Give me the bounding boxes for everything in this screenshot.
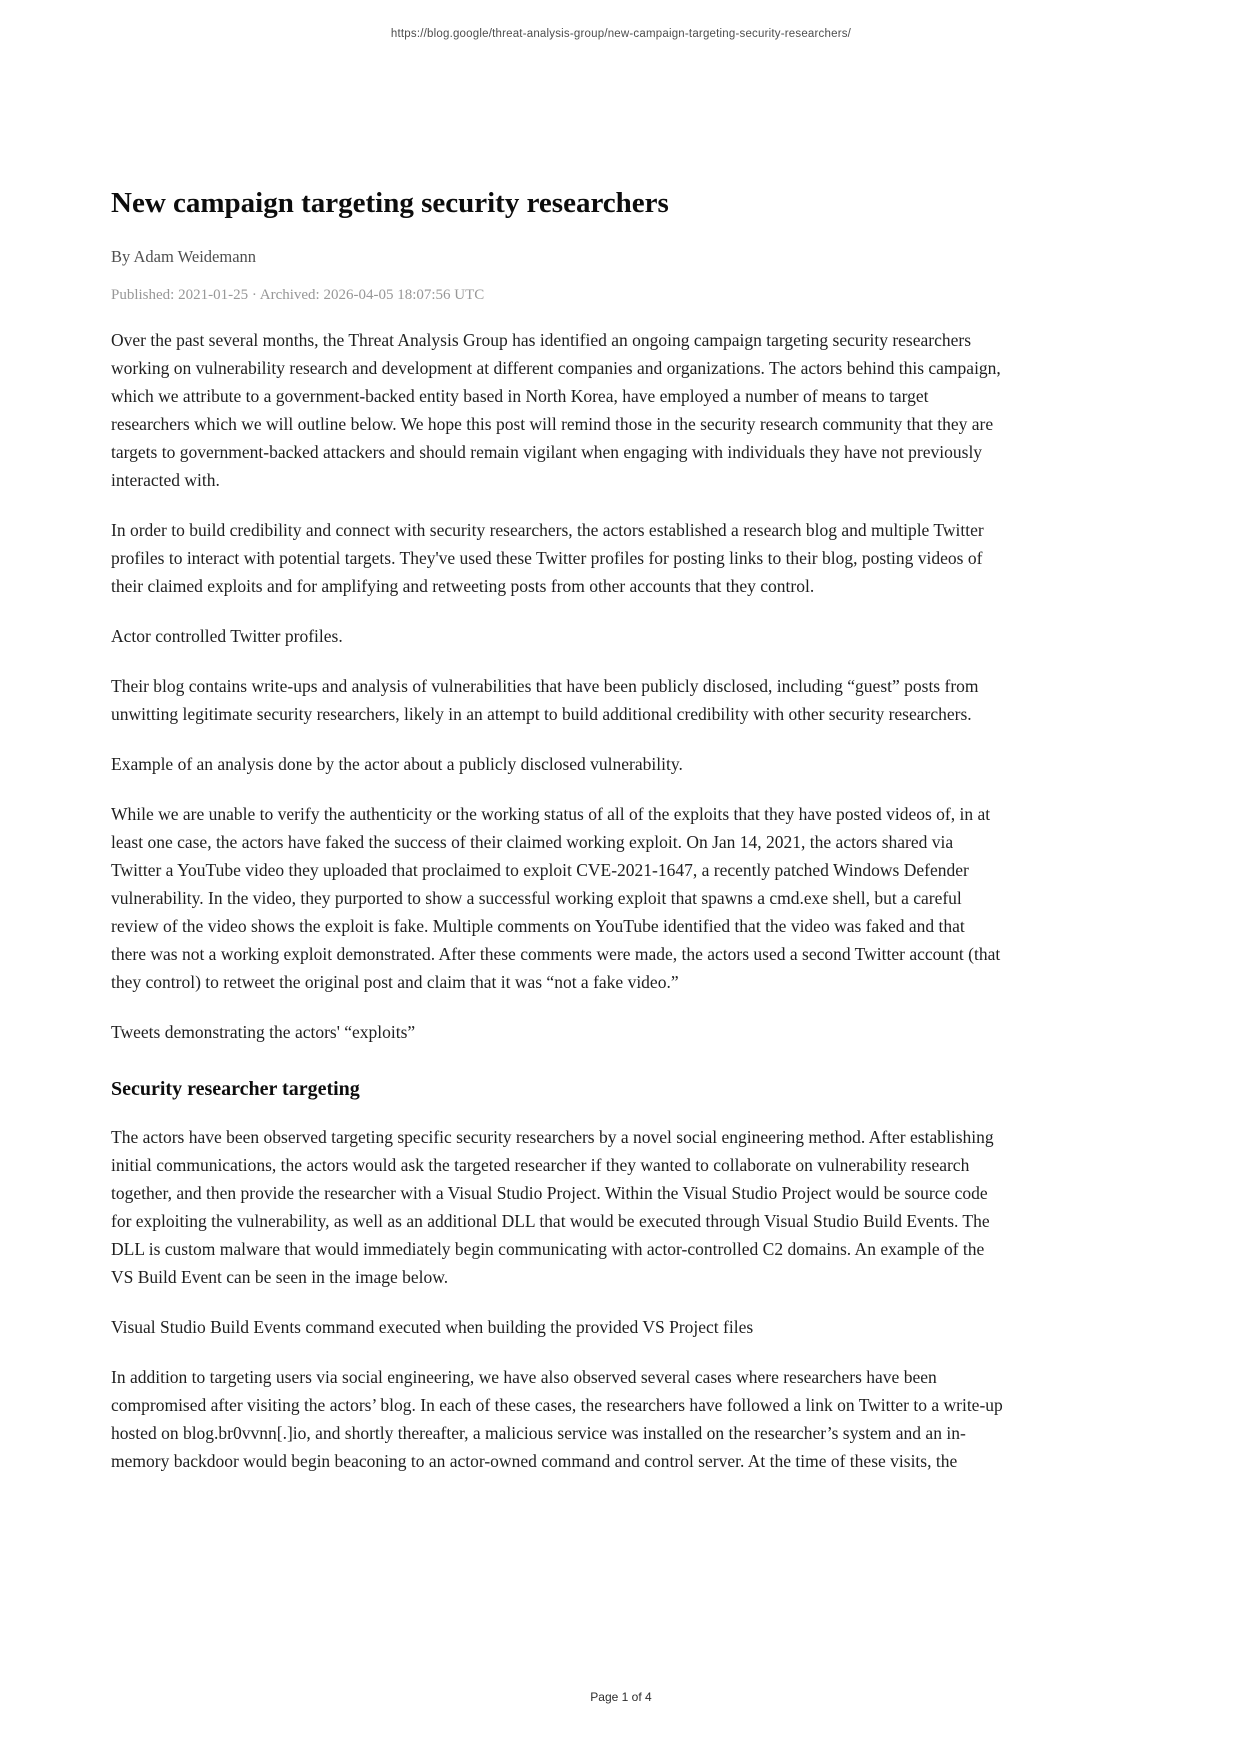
figure-caption-analysis-example: Example of an analysis done by the actor about a publicly disclosed vulnerability. xyxy=(111,753,683,774)
article xyxy=(111,40,1003,1475)
paragraph-blog-writeups: Their blog contains write-ups and analysis of vulnerabilities that have been publicly disclosed, including “guest” posts from unwitting legitimate security researchers, likely in an attempt to build additional credibility with other security researchers. xyxy=(111,675,979,724)
paragraph-social-engineering: The actors have been observed targeting specific security researchers by a novel social engineering method. After establishing initial communications, the actors would ask the targeted researcher if they wanted to collaborate on vulnerability research together, and then provide the researcher with a Visual Studio Project. Within the Visual Studio Project would be source code for exploiting the vulnerability, as well as an additional DLL that would be executed through Visual Studio Build Events. The DLL is custom malware that would immediately begin communicating with actor-controlled C2 domains. An example of the VS Build Event can be seen in the image below. xyxy=(111,1126,994,1287)
page-title: New campaign targeting security researchers xyxy=(111,187,669,219)
page-footer xyxy=(0,1690,1242,1704)
section-heading-targeting: Security researcher targeting xyxy=(111,1077,360,1100)
paragraph-faked-exploit: While we are unable to verify the authenticity or the working status of all of the exploits that they have posted videos of, in at least one case, the actors have faked the success of their claimed working exploit. On Jan 14, 2021, the actors shared via Twitter a YouTube video they uploaded that proclaimed to exploit CVE-2021-1647, a recently patched Windows Defender vulnerability. In the video, they purported to show a successful working exploit that spawns a cmd.exe shell, but a careful review of the video shows the exploit is fake. Multiple comments on YouTube identified that the video was faked and that there was not a working exploit demonstrated. After these comments were made, the actors used a second Twitter account (that they control) to retweet the original post and claim that it was “not a fake video.” xyxy=(111,803,1001,992)
source-url: https://blog.google/threat-analysis-group/new-campaign-targeting-security-researchers/ xyxy=(390,28,852,40)
paragraph-credibility: In order to build credibility and connect with security researchers, the actors established a research blog and multiple Twitter profiles to interact with potential targets. They've used these Twitter profiles for posting links to their blog, posting videos of their claimed exploits and for amplifying and retweeting posts from other accounts that they control. xyxy=(111,519,984,596)
figure-caption-twitter-profiles: Actor controlled Twitter profiles. xyxy=(111,625,343,646)
paragraph-overview: Over the past several months, the Threat Analysis Group has identified an ongoing campaign targeting security researchers working on vulnerability research and development at different companies and organizations. The actors behind this campaign, which we attribute to a government-backed entity based in North Korea, have employed a number of means to target researchers which we will outline below. We hope this post will remind those in the security research community that they are targets to government-backed attackers and should remain vigilant when engaging with individuals they have not previously interacted with. xyxy=(111,329,1001,490)
byline: By Adam Weidemann xyxy=(111,246,257,266)
page-indicator: Page 1 of 4 xyxy=(590,1690,652,1704)
publish-meta: Published: 2021-01-25 · Archived: 2026-04-05 18:07:56 UTC xyxy=(111,286,485,303)
figure-caption-build-events: Visual Studio Build Events command executed when building the provided VS Project files xyxy=(111,1316,754,1337)
archive-url-header xyxy=(0,0,1242,40)
paragraph-compromised: In addition to targeting users via social engineering, we have also observed several cases where researchers have been compromised after visiting the actors’ blog. In each of these cases, the researchers have followed a link on Twitter to a write-up hosted on blog.br0vvnn[.]io, and shortly thereafter, a malicious service was installed on the researcher’s system and an in-memory backdoor would begin beaconing to an actor-owned command and control server. At the time of these visits, the xyxy=(111,1366,1003,1471)
figure-caption-tweets: Tweets demonstrating the actors' “exploits” xyxy=(111,1021,416,1042)
